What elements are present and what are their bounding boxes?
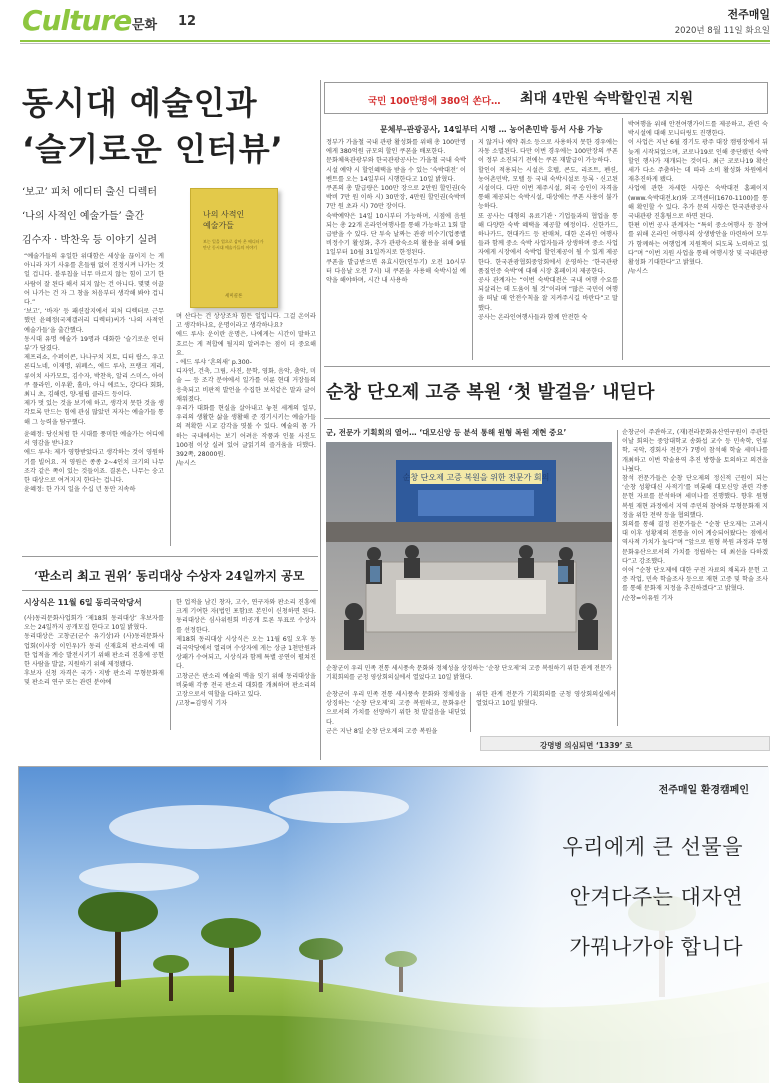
article4-body-col1: (사)동리문화사업회가 ‘제18회 동리대상’ 후보자를 오는 24일까지 공개모집 한다고 10일 밝혔다. 동리대상은 고창군(군수 유기상)과 (사)동리문화사업회(이사장 이인우)가 동리 신재효의 판소리에 대한 업적을 계승 발전시키기 위해 판소리 진흥에 공헌한 사람을 발굴, 지원하기 위해 제정됐다. 후보자 신청 자격은 국가ㆍ지방 판소리 무형문화재 및 판소리 연구 또는 관련 분야에 — [24, 615, 164, 687]
meeting-photo-illustration — [326, 442, 612, 660]
article2-subhead: 문체부-관광공사, 14일부터 시행 … 농어촌민박 등서 사용 가능 — [380, 125, 603, 134]
article1-subhead-1: ‘보고’ 피처 에디터 출신 디렉터 — [22, 187, 157, 198]
column-divider — [472, 140, 473, 360]
section-logo: Culture — [22, 4, 132, 37]
section-name: 문화 — [132, 18, 158, 33]
article2-body-col3: 박여행을 위해 안전여행가이드를 제공하고, 관련 숙박시설에 대해 모니터링도 진행한다. 이 사업은 지난 6월 경기도 광주 대장 캠핑장에서 뒤늦게 시작되었으며, 코로나19로 인해 중단됐던 숙박 할인 행사가 재개되는 것이다. 최근 코로나19 확산세가 다소 주춤하는 데 따라 소비 활성화 차원에서 재추진하게 됐다. 사업에 관한 자세한 사항은 숙박대전 홈페이지(www.숙박대전.kr)와 고객센터(1670-1100)를 통해 확인할 수 있다. 추가 문의 사항은 한국관광공사 국내관광 진흥팀으로 하면 된다. 한편 이번 공사 관계자는 “특히 중소여행사 등 참여를 위해 온라인 여행사의 상생방안을 마련하여 모두가 함께하는 여행업계 지원책이 되도록 노력하고 있다”며 “이번 지원 사업을 통해 여행시장 및 국내관광 활성화 기대한다”고 밝혔다. /뉴시스 — [628, 121, 768, 276]
column-divider — [170, 320, 171, 546]
page-number: 12 — [178, 14, 197, 29]
article3-headline: 순창 단오제 고증 복원 ‘첫 발걸음’ 내딛다 — [326, 382, 655, 403]
article1-subhead-2: ‘나의 사적인 예술가들’ 출간 — [22, 211, 145, 222]
issue-date: 2020년 8월 11일 화요일 — [674, 26, 770, 36]
campaign-slogan-line2: 안겨다주는 대자연 — [569, 885, 743, 909]
campaign-label: 전주매일 환경캠페인 — [658, 785, 749, 796]
article3-body-col3: 순창군이 주관하고, (재)전라문화유산연구원이 주관한 이날 회의는 중앙대학교 송화섭 교수 등 민속학, 인류학, 국악, 경회사 전문가 7명이 참석해 학술 세미나를 개최하고 이번 학술용역 추진 방향을 토의하고 의견을 나눴다. 참석 전문가들은 순창 단오제의 정신적 근원이 되는 ‘순창 성황대신 사적기’를 비롯해 대모신앙 관련 각종 문헌 자료를 분석하며 세미나를 진행했다. 향후 원형 복원 재현 과정에서 지역 주민의 참여와 무형문화재 지정을 위한 전략 등을 협의했다. 회의를 통해 결정 전문가들은 “순창 단오제는 고려시대 이후 성황제의 전통을 이어 계승되어왔다는 점에서 역사적 가치가 높다”며 “앞으로 원형 복원 과정과 무형문화유산으로서의 가치를 정립하는 데 최선을 다하겠다”고 강조했다. 이어 “순창 단오제에 대한 구전 자료의 채록과 문헌 고증 작업, 민속 학술조사 등으로 재현 고증 및 학술 조사를 통해 문화재 지정을 추진하겠다”고 밝혔다. /순창=이유원 기자 — [622, 429, 768, 602]
column-divider — [170, 600, 171, 730]
column-divider — [320, 80, 321, 760]
article2-kicker: 국민 100만명에 380억 쏜다… — [368, 96, 501, 107]
article3-body-col1: 순창군이 우리 민족 전통 세시풍속 문화와 정체성을 상징하는 ‘순창 단오제’의 고증 복원하고, 문화유산으로서의 가치를 선양하기 위한 첫 발걸음을 내딛었다. 군은 지난 8일 순창 단오제의 고증 복원을 — [326, 691, 466, 735]
section-divider — [324, 418, 770, 419]
article1-body-col1: “예술가들의 유일한 위대함은 세상을 끊이지 는 게 아니라 자기 사유를 흔들림 없이 진정시켜 나가는 것일 겁니다. 블루칩을 너무 마르지 않는 힘이 고기 한 사람이 잘 된다 해서 되지 않는 건 아니다. 몇몇 이끌어 나가는 건 자 그 창을 처음부터 생각해 봐야 겁니다.” ‘보고’, ‘바자’ 등 패션잡지에서 피처 디렉터로 근무했던 윤혜정(국제갤러리 디렉터)씨가 ‘나의 사적인 예술가들’을 출간했다. 동시대 유명 예술가 19명과 대화한 ‘슬기로운 인터뷰’가 담겼다. 제프리쇼, 수퍼이콘, 나나구치 지토, 디터 랍스, 우고 론디노네, 이재명, 위폐스, 에드 루샤, 프랭크 게리, 류이치 사카모토, 김수자, 박찬욱, 알리 스미스, 아이쿠 플라인, 이우환, 홀마, 아니 에르노, 강다다 회화, 최니 초, 김해련, 양-필립 클라드 등이다. 제가 멋 있는 것을 보기에 하고, 생각지 못한 것을 생각토록 만드는 힘에 관심 많았던 저자는 예술가들 통해 그 능력을 탐구했다. — [24, 253, 164, 426]
column-divider — [617, 430, 618, 726]
section-divider — [22, 556, 318, 557]
campaign-slogan-line3: 가꿔나가야 합니다 — [569, 935, 743, 959]
masthead-rule-thin — [20, 43, 770, 44]
article1-headline-line1: 동시대 예술인과 — [22, 84, 258, 122]
environment-campaign-ad — [18, 766, 768, 1082]
section-divider — [324, 366, 770, 367]
column-box-text: 강명병 의심되면 ‘1339’ 로 — [540, 741, 633, 750]
book-cover-blurb: 보는 일을 업으로 삼아 온 에디터가 만난 동시대 예술가들의 이야기 — [203, 239, 264, 250]
book-cover-image — [190, 188, 278, 308]
meeting-banner-text: 순창 단오제 고증 복원을 위한 전문가 회의 — [402, 473, 550, 482]
article2-body-col1: 정부가 가을철 국내 관광 활성화를 위해 총 100만명에게 380억원 규모의 할인 쿠폰을 배포한다. 문화체육관광부와 한국관광공사는 가을철 국내 숙박시설 예약 시 할인혜택을 받을 수 있는 ‘숙박대전’ 이벤트를 오는 14일부터 시행한다고 10일 밝혔다. 쿠폰의 총 발급량은 100만 장으로 2만원 할인권(숙박비 7만 원 이하 시) 30만장, 4만원 할인권(숙박비 7만 원 초과 시) 70만 장이다. 숙박예약은 14일 10시부터 가능하며, 시점에 음원되는 총 22개 온라인여행사를 통해 가능하고 1회 발급받을 수 있다. 단 투숙 날짜는 관광 비수기(업종별 비정수기 활성화, 추가 관광숙소의 활용을 위해 9월 1일부터 10월 31일까지로 한정된다. 쿠폰을 발급받으면 유효시한(인두기) 오전 10시부터 다음날 오전 7시) 내 쿠폰을 사용해 숙박시설 예약을 해야하며, 시간 내 사용하 — [326, 139, 466, 285]
article1-headline — [22, 80, 322, 172]
article1-body-col2: 며 산다는 건 상상조차 힘든 일입니다. 그걸 온이라고 생각하나요, 운명이라고 생각하나요? 에드 루샤: 운이란 운명은, 나에게는 시간이 말하고 흐르는 게 적합에 될지의 알려주는 점이 더 중요해요. - 에드 루샤 ‘흔의새’ p.300- 디자인, 건축, 그림, 사진, 문학, 영화, 음악, 춤악, 미술 — 등 조각 분야에서 일가를 이룬 현대 거장들의 응축되고 비판적 발언을 수집한 보석같은 말과 글이 채워졌다. 우리가 대화를 현실을 살아내고 놓친 세계의 일부, 우리의 생활한 삶을 생활해 준 경기시키는 예술가들의 적확한 시교 감각을 엿볼 수 있다. 예술의 몸 가 하는 국내에서는 보기 어려운 작품과 인물 사진도 100점 이상 실려 있어 글읽기의 즐거움을 더했다. 392쪽, 28000원. /뉴시스 — [176, 313, 316, 468]
meeting-photo-caption: 순창군이 우리 민족 전통 세시풍속 문화와 정체성을 상징하는 ‘순창 단오제’의 고증 복원하기 위한 관계 전문가 기획회의를 군청 영상회의실에서 열었다고 10일 밝혔다. — [326, 665, 612, 681]
article3-subhead: 군, 전문가 기획회의 열어… ‘대모신앙 등 분석 통해 원형 복원 재현 중요’ — [326, 428, 567, 437]
article4-headline: ‘판소리 최고 권위’ 동리대상 수상자 24일까지 공모 — [34, 569, 305, 583]
article1-headline-line2: ‘슬기로운 인터뷰’ — [22, 130, 284, 168]
article4-body-col2: 한 업적을 남긴 창자, 고수, 연구자와 판소리 진흥에 크게 기여한 자(법인 포함)로 본인이 신청하면 된다. 동리대상은 심사위원회 비공개 토론 투표로 수상자를 선정한다. 제18회 동리대상 시상식은 오는 11월 6일 오후 동리국악당에서 열리며 수상자에 게는 상금 1천만원과 상패가 수여되고, 시상식과 함께 특별 공연이 펼쳐진다. 고창군은 판소리 예술의 맥을 잇기 위해 동리대상을 비롯해 각종 전국 판소리 대회를 개최하며 판소리의 고장으로서 역할을 다하고 있다. /고창=김영식 기자 — [176, 599, 316, 708]
article3-body-col2: 위한 관계 전문가 기획회의를 군청 영상회의실에서 열었다고 10일 밝혔다. — [476, 691, 616, 708]
meeting-photo — [326, 442, 612, 660]
article1-subhead-3: 김수자 · 박찬욱 등 이야기 실려 — [22, 235, 157, 246]
book-cover-publisher: 세미콜론 — [225, 294, 243, 299]
column-divider — [622, 118, 623, 360]
masthead-rule — [20, 40, 770, 42]
nature-landscape-illustration — [19, 767, 769, 1083]
article4-subhead: 시상식은 11월 6일 동리국악당서 — [24, 598, 142, 607]
book-cover-title: 나의 사적인 예술가들 — [203, 210, 245, 230]
article2-body-col2: 지 않거나 예약 취소 등으로 사용하지 못한 경우에는 자동 소멸된다. 다만 이번 경우에는 100만장의 쿠폰이 정부 소진되기 전에는 쿠폰 재발급이 가능하다. 할인이 적용되는 시설은 호텔, 콘도, 리조트, 펜션, 농어촌민박, 모텔 등 국내 숙박시설로 등록ㆍ신고된 시설이다. 다만 이번 제주시설, 외국 승인이 자격을 통해 제공되는 숙박시설, 대상에는 쿠폰 사용이 불가능하다. 또 공사는 대형의 유료기관ㆍ기업들과의 협업을 통해 다양한 숙박 혜택을 제공할 예정이다. 신한카드, 하나카드, 현대카드 등 판매처, 대한 온라인 여행사들과 함께 중소 숙박 사업자들과 상생하며 중소 사업자에게 시장에서 숙박업 할인제공이 될 수 있게 제공한다. 한국관광협회중앙회에서 운영하는 ‘한국관광품질인증 숙박’에 대해 시장 홈페이지 제공한다. 공사 관계자는 “이번 숙박대전은 국내 여행 수요를 되살리는 데 도움이 될 것”이라며 “많은 국민이 여행을 떠날 때 안전수칙을 잘 지켜주시길 바란다”고 말했다. 공사는 온라인여행사들과 함께 안전한 숙 — [478, 139, 618, 321]
article1-body-col1b: 윤혜정: 당신처럼 한 시대를 풍미한 예술가는 어디에서 영감을 받나요? 에드 루샤: 제가 영향받았다고 생각하는 것이 영원하기를 빌어요. 저 영원은 종종 2~4인치 크기의 나무조각 같은 쪽이 있는 것들이죠. 결론은, 나무는 숭고한 대상으로 여겨지지 한다는 겁니다. 윤혜정: 한 가지 일을 수십 년 동안 지속하 — [24, 431, 164, 494]
article2-headline: 최대 4만원 숙박할인권 지원 — [520, 91, 694, 107]
masthead — [0, 0, 782, 44]
section-divider — [22, 590, 318, 591]
campaign-slogan-line1: 우리에게 큰 선물을 — [562, 835, 743, 859]
newspaper-brand: 전주매일 — [727, 8, 770, 21]
column-divider — [470, 692, 471, 732]
